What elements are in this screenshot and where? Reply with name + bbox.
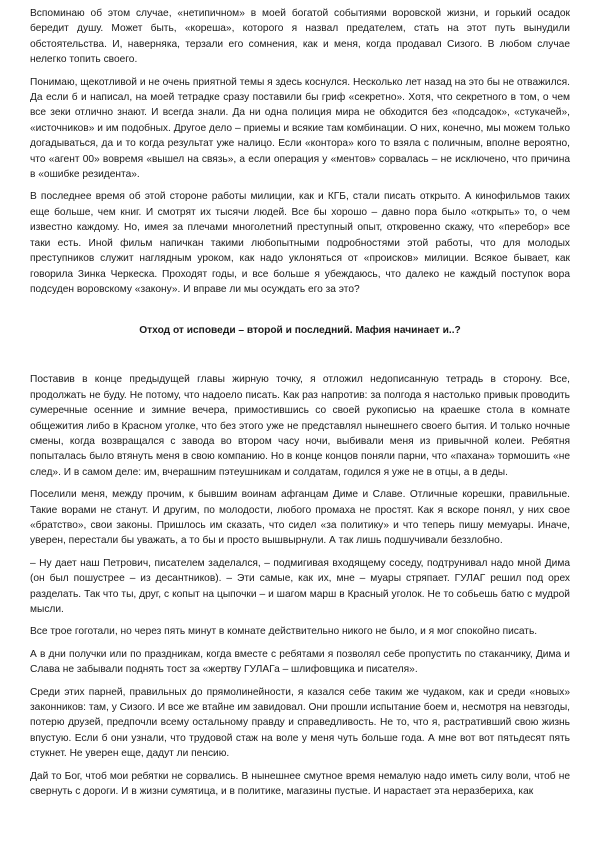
document-page xyxy=(30,6,570,806)
chapter-heading: Отход от исповеди – второй и последний. Мафия начинает и..? xyxy=(139,325,461,337)
paragraph-dima-joke: – Ну дает наш Петрович, писателем заделался, – подмигивая входящему соседу, подтрунивал надо мной Дима (он был пошустрее – из десантников). – Эти самые, как их, мне – муары стряпает. ГУЛАГ решил под орех разделать. Так что ты, друг, с копыт на цыпочки – и шагом марш в Красный уголок. Не то собьешь батю с мудрой мысли. xyxy=(30,557,570,615)
paragraph-recollection: Вспоминаю об этом случае, «нетипичном» в моей богатой событиями воровской жизни, и горький осадок бередит душу. Может быть, «кореша», которого я назвал предателем, стать на этот путь вынудили обстоятельства. И, наверняка, терзали его сомнения, как и меня, когда продавал Сизого. В любом случае нелегко топить своего. xyxy=(30,8,570,66)
paragraph-envy: Среди этих парней, правильных до прямолинейности, я казался себе таким же чудаком, как и среди «новых» законников: там, у Сизого. И все же втайне им завидовал. Они прошли испытание боем и, несмотря на невзгоды, потерю друзей, предпочли всему остальному правду и справедливость. Не то, что я, растративший свою жизнь впустую. Если б они узнали, что трудовой стаж на воле у меня чуть больше года. А мне вот вот пятьдесят пять стукнет. Не уверен еще, дадут ли пенсию. xyxy=(30,686,570,760)
paragraph-laughter: Все трое гоготали, но через пять минут в комнате действительно никого не было, и я мог спокойно писать. xyxy=(30,626,538,638)
paragraph-notebook: Поставив в конце предыдущей главы жирную точку, я отложил недописанную тетрадь в сторону. Все, продолжать не буду. Не потому, что надоело писать. Как раз напротив: за полгода я настолько привык проводить сумеречные осенние и зимние вечера, примостившись со своей рукописью на краешке стола в комнате общежития либо в Красном уголке, что без этого уже не представлял нынешнего своего бытия. И только ночные смены, когда возвращался с завода во втором часу ночи, выбивали меня из привычной колеи. Ребятня попыталась было втянуть меня в свою компанию. Но в конце концов поняли парни, что «пахана» тормошить «не след». И в самом деле: им, вчерашним пэтеушникам и солдатам, годился я уже не в отцы, а в деды. xyxy=(30,374,570,478)
paragraph-informants: Понимаю, щекотливой и не очень приятной темы я здесь коснулся. Несколько лет назад на это бы не отважился. Да если б и написал, на моей тетрадке сразу поставили бы гриф «секретно». Хотя, что секретного в том, о чем все зеки отлично знают. И всегда знали. Да ни одна полиция мира не обходится без «подсадок», «стукачей», «источников» и им подобных. Другое дело – приемы и всякие там комбинации. О них, конечно, мы можем только догадываться, да и то когда результат уже налицо. Если «контора» кого то взяла с поличным, вполне вероятно, что «агент 00» вовремя «вышел на связь», а если операция у «ментов» сорвалась – не исключено, что причина в «ошибке резидента». xyxy=(30,76,570,181)
paragraph-roommates: Поселили меня, между прочим, к бывшим воинам афганцам Диме и Славе. Отличные корешки, правильные. Такие ворами не станут. И другим, по молодости, любого промаха не простят. Как я вскоре понял, у них свое «братство», свои законы. Пришлось им сказать, что сидел «за политику» и что теперь пишу мемуары. Иначе, уверен, перестали бы уважать, а то бы и просто вышвырнули. А так лишь подшучивали беззлобно. xyxy=(30,489,570,547)
paragraph-hope: Дай то Бог, чтоб мои ребятки не сорвались. В нынешнее смутное время немалую надо иметь силу воли, чтоб не свернуть с дороги. И в жизни сумятица, и в политике, магазины пустые. И нарастает эта неразбериха, как xyxy=(30,770,570,798)
paragraph-toast: А в дни получки или по праздникам, когда вместе с ребятами я позволял себе пропустить по стаканчику, Дима и Слава не забывали поднять тост за «жертву ГУЛАГа – шлифовщика и писателя». xyxy=(30,648,570,676)
paragraph-kgb-films: В последнее время об этой стороне работы милиции, как и КГБ, стали писать открыто. А кинофильмов таких еще больше, чем книг. И смотрят их тысячи людей. Все бы хорошо – давно пора было «открыть» то, о чем известно каждому. Но, имея за плечами многолетний преступный опыт, откровенно скажу, что «перебор» все таки есть. Иной фильм напичкан такими любопытными подробностями этой работы, что для молодых преступников служит наглядным уроком, как надо уклоняться от «происков» милиции. Всякое бывает, как говорила Зинка Черкеска. Проходят годы, и все больше я убеждаюсь, что далеко не каждый поступок вора подсуден воровскому «закону». И вправе ли мы осуждать его за это? xyxy=(30,191,570,295)
